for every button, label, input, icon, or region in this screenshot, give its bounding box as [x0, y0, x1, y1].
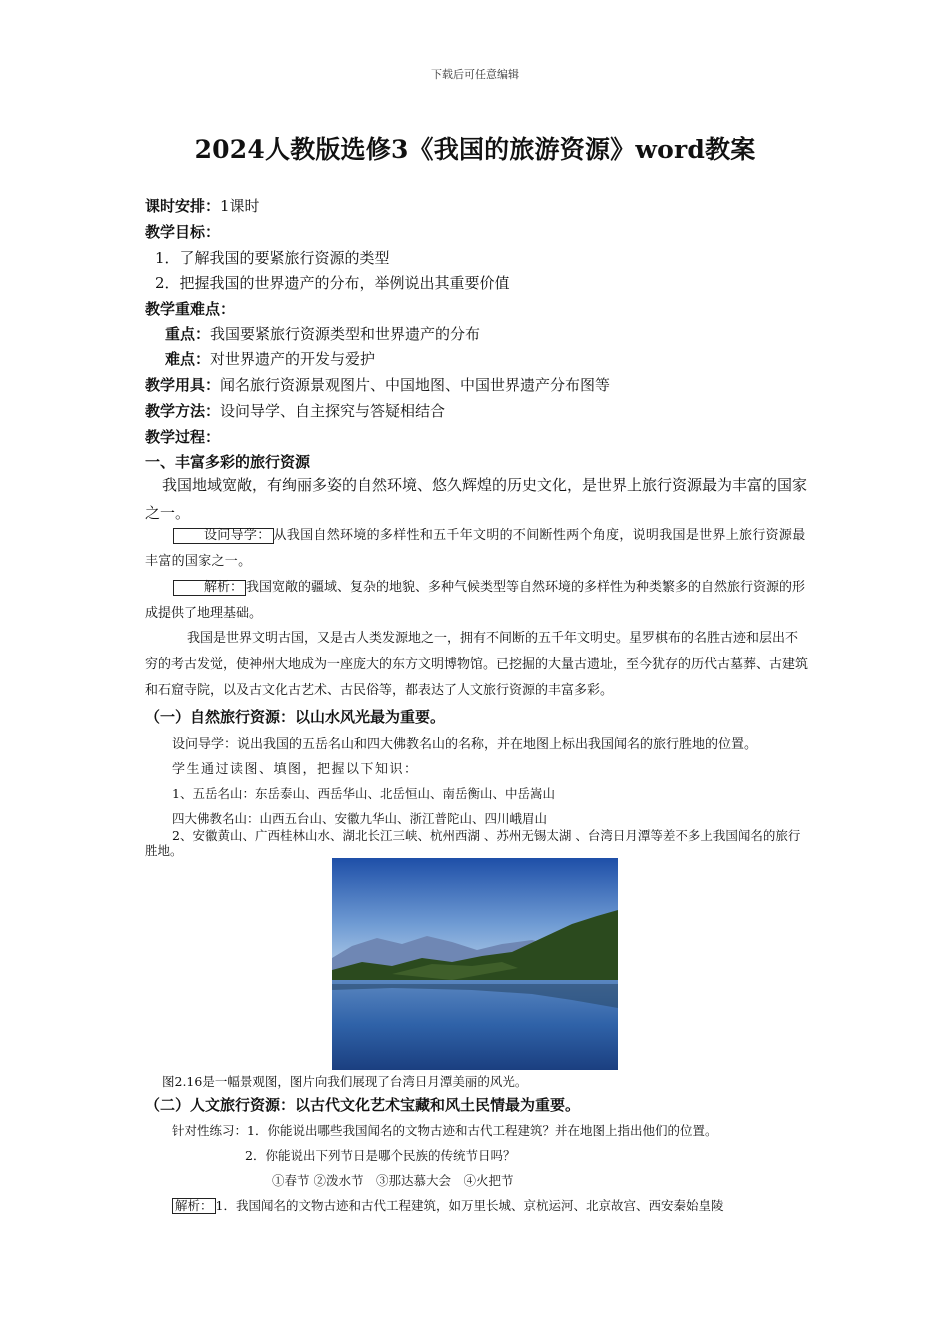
page-header: 下载后可任意编辑 — [431, 68, 519, 81]
tools-line — [145, 374, 610, 395]
analysis-tag-2: 解析： — [172, 1198, 216, 1214]
tools-value: 闻名旅行资源景观图片、中国地图、中国世界遗产分布图等 — [220, 376, 611, 394]
sub2-practice-1: 针对性练习：1．你能说出哪些我国闻名的文物古迹和古代工程建筑？并在地图上指出他们的位置。 — [172, 1123, 718, 1138]
method-value: 设问导学、自主探究与答疑相结合 — [220, 402, 446, 420]
goal-item-2: 2．把握我国的世界遗产的分布，举例说出其重要价值 — [155, 274, 510, 292]
schedule-label: 课时安排： — [145, 197, 221, 215]
image-caption: 图2.16是一幅景观图，图片向我们展现了台湾日月潭美丽的风光。 — [162, 1074, 528, 1089]
goals-label: 教学目标： — [145, 223, 221, 241]
sub1-heading: （一）自然旅行资源：以山水风光最为重要。 — [145, 708, 446, 726]
hard-point-value: 对世界遗产的开发与爱护 — [210, 350, 376, 368]
process-label: 教学过程： — [145, 428, 221, 446]
sub2-heading: （二）人文旅行资源：以古代文化艺术宝藏和风土民情最为重要。 — [145, 1096, 581, 1114]
method-label: 教学方法： — [145, 402, 221, 420]
sub1-item-3: 2、安徽黄山、广西桂林山水、湖北长江三峡、杭州西湖 、苏州无锡太湖 、台湾日月潭等差不多上我国闻名的旅行胜地。 — [145, 828, 801, 858]
sub2-practice-2: 2．你能说出下列节日是哪个民族的传统节日吗？ — [245, 1148, 516, 1163]
tools-label: 教学用具： — [145, 376, 221, 394]
sub1-guide: 设问导学：说出我国的五岳名山和四大佛教名山的名称，并在地图上标出我国闻名的旅行胜地的位置。 — [172, 737, 758, 752]
key-point-line — [165, 323, 480, 344]
analysis-text: 我国宽敞的疆域、复杂的地貌、多种气候类型等自然环境的多样性为种类繁多的自然旅行资源的形成提供了地理基础。 — [145, 580, 806, 621]
method-line — [145, 400, 445, 421]
analysis-text-2: 1．我国闻名的文物古迹和古代工程建筑，如万里长城、京杭运河、北京故宫、西安秦始皇陵 — [215, 1198, 724, 1213]
lake-landscape-image — [332, 858, 618, 1070]
hard-point-label: 难点： — [165, 350, 211, 368]
sub2-analysis — [172, 1196, 723, 1214]
section1-question — [145, 523, 810, 575]
analysis-tag: 解析： — [173, 580, 246, 596]
sub1-item-1: 1、五岳名山：东岳泰山、西岳华山、北岳恒山、南岳衡山、中岳嵩山 — [172, 786, 555, 801]
section1-analysis — [145, 575, 810, 627]
sub1-item-2: 四大佛教名山：山西五台山、安徽九华山、浙江普陀山、四川峨眉山 — [172, 811, 548, 826]
schedule-line — [145, 195, 260, 216]
question-tag: 设问导学： — [173, 528, 274, 544]
key-point-label: 重点： — [165, 325, 211, 343]
festival-options: ①春节 ②泼水节 ③那达慕大会 ④火把节 — [272, 1173, 514, 1188]
question-text: 从我国自然环境的多样性和五千年文明的不间断性两个角度，说明我国是世界上旅行资源最丰富的国家之一。 — [145, 528, 806, 569]
section1-heading: 一、丰富多彩的旅行资源 — [145, 453, 311, 471]
key-point-value: 我国要紧旅行资源类型和世界遗产的分布 — [210, 325, 481, 343]
hard-point-line — [165, 348, 375, 369]
section1-intro: 我国地域宽敞，有绚丽多姿的自然环境、悠久辉煌的历史文化，是世界上旅行资源最为丰富的国家之一。 — [145, 476, 808, 522]
sun-moon-lake-photo — [332, 858, 618, 1070]
sub1-students: 学生通过读图、填图，把握以下知识： — [172, 762, 419, 777]
schedule-value: 1课时 — [220, 197, 260, 215]
goal-item-1: 1．了解我国的要紧旅行资源的类型 — [155, 249, 390, 267]
keypoints-label: 教学重难点： — [145, 300, 236, 318]
document-title: 2024人教版选修3《我国的旅游资源》word教案 — [194, 135, 756, 164]
civilization-paragraph: 我国是世界文明古国，又是古人类发源地之一，拥有不间断的五千年文明史。星罗棋布的名胜古迹和层出不穷的考古发觉，使神州大地成为一座庞大的东方文明博物馆。已挖掘的大量古遗址，至今犹存的历代古墓葬、古建筑和石窟寺院，以及古文化古艺术、古民俗等，都表达了人文旅行资源的丰富多彩。 — [145, 631, 809, 698]
